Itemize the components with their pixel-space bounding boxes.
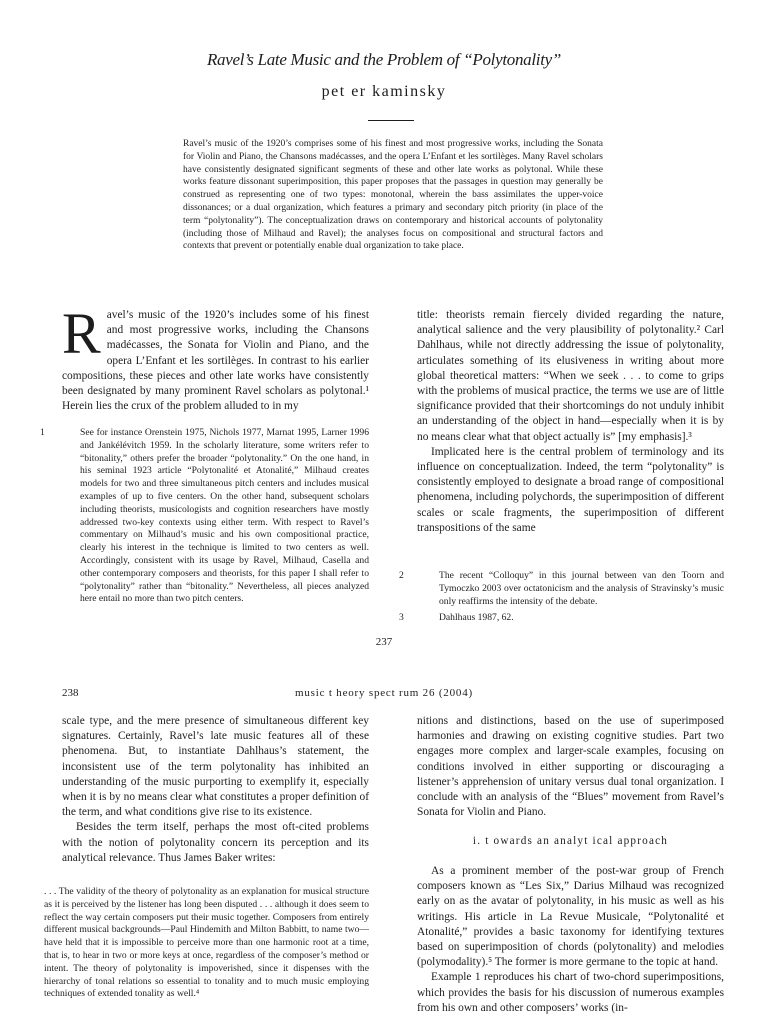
footnote-text: The recent “Colloquy” in this journal between van den Toorn and Tymoczko 2003 over octatonicism and the analysis of Stravinsky’s music only reaffirms the intensity of the debate.: [439, 570, 724, 607]
page-number: 237: [375, 636, 393, 648]
right-paragraph-1: nitions and distinctions, based on the use of superimposed harmonies and drawing on existing cognitive studies. Part two engages more complex and larger-scale examples, focusing on conditions involved in either supporting or discouraging a listener’s apprehension of unitary versus dual tonal organization. I conclude with an analysis of the “Blues” movement from Ravel’s Sonata for Violin and Piano.: [417, 715, 724, 819]
right-paragraph-2: Implicated here is the central problem of terminology and its influence on conceptualization. Indeed, the term “polytonality” is consistently employed to designate a broad range of compositional phenomena, including polychords, the superimposition of different scales or scale fragments, the superimposition of different transpositions of the same: [417, 445, 724, 534]
left-column-page2: [62, 714, 369, 866]
footnote-2: [399, 570, 724, 608]
footnote-text: See for instance Orenstein 1975, Nichols 1977, Marnat 1995, Larner 1996 and Jankélévitch 1959. In the scholarly literature, some writers refer to “bitonality,” others prefer the broader “polytonality.” On the one hand, in his seminal 1923 article “Polytonalité et Atonalité,” Milhaud creates models for two and three simultaneous pitch centers and includes musical examples of up to five centers. On the other hand, subsequent scholars including theorists, musicologists and cognition researchers have mostly addressed two-key contexts using either term. With respect to Ravel’s commentary on Milhaud’s music and his own compositional practice, clearly his interest in the technique is limited to two centers as well. Accordingly, consistent with its usage by Ravel, Milhaud, Casella and other contemporary composers and theorists, for this paper I shall refer to “polytonality” rather than “bitonality.” Nevertheless, all pieces analyzed here entail no more than two pitch centers.: [80, 427, 369, 605]
block-quote: . . . The validity of the theory of polytonality as an explanation for musical structure as it is perceived by the listener has long been disputed . . . although it does seem to reflect the way certain composers put their music together. Composers from entirely different musical backgrounds—Paul Hindemith and Milton Babbitt, to name two—have held that it is impossible to perceive more than one harmonic root at a time, that is, to hear in two or more keys at once, regardless of the composer’s method or intent. The theory of polytonality is impoverished, since it dispenses with the hierarchy of tonal relations so essential to tonality and to much music employing techniques of extended tonality as well.⁴: [44, 886, 369, 1000]
section-heading: i. t owards an analyt ical approach: [472, 835, 669, 847]
right-paragraph-3: Example 1 reproduces his chart of two-chord superimpositions, which provides the basis for his discussion of numerous examples from his own and other composers’ works (in-: [417, 971, 724, 1014]
right-paragraph-1: title: theorists remain fiercely divided regarding the nature, analytical salience and the very plausibility of polytonality.² Carl Dahlhaus, while not directly addressing the issue of polytonality, articulates something of its elusiveness in writing about more global theoretical matters: “When we seek . . . to come to grips with the problems of musical practice, the terms we use are of little significance provided that their shortcomings do not unduly inhibit an understanding of the object in hand—especially when it is by no means clear what that object actually is” [my emphasis].³: [417, 309, 724, 443]
author-name: pet er kaminsky: [321, 83, 447, 100]
right-column-page2-bottom: [417, 864, 724, 1016]
right-column-page2-top: [417, 714, 724, 820]
right-column-page1: [417, 308, 724, 536]
page-number: 238: [62, 687, 79, 699]
footnote-1: [40, 427, 369, 606]
footnote-text: Dahlhaus 1987, 62.: [439, 612, 514, 623]
left-paragraph-1: avel’s music of the 1920’s includes some of his finest and most progressive works, including the Chansons madécasses, the Sonata for Violin and Piano, and the opera L’Enfant et les sortilèges. In contrast to his earlier compositions, these pieces and other late works have consistently been designated by many prominent Ravel scholars as polytonal.¹ Herein lies the crux of the problem alluded to in my: [62, 309, 369, 413]
footnote-number: 1: [40, 427, 45, 438]
abstract: Ravel’s music of the 1920’s comprises some of his finest and most progressive works, including the Sonata for Violin and Piano, the Chansons madécasses, and the opera L’Enfant et les sortilèges. Many Ravel scholars have consistently designated significant segments of these and other late works as polytonal. While these works feature dissonant superimposition, this paper proposes that the passages in question may generally be construed as representing one of two types: monotonal, wherein the bass assimilates the upper-voice dissonances; or a dual organization, which features a primary and secondary pitch priority (in place of the term “polytonality”). The conceptualization draws on contemporary and historical accounts of polytonality (including those of Milhaud and Ravel); the analyses focus on compositional and structural factors and contexts that prevent or potentially enable dual organization to take place.: [183, 139, 603, 252]
left-paragraph-1: scale type, and the mere presence of simultaneous different key signatures. Certainly, Ravel’s late music features all of these phenomena. But, to instantiate Dahlhaus’s statement, the inconsistent use of the term polytonality has inhibited an understanding of the music purporting to exemplify it, especially when it is by no means clear what constitutes a proper definition of the term, and what conditions give rise to its existence.: [62, 715, 369, 819]
footnote-3: [399, 612, 724, 625]
dropcap: R: [62, 301, 101, 366]
left-column-page1: [62, 301, 369, 414]
left-paragraph-2: Besides the term itself, perhaps the most oft-cited problems with the notion of polytonality concern its perception and its analytical relevance. Thus James Baker writes:: [62, 821, 369, 864]
title-divider: [368, 120, 414, 121]
running-header: music t heory spect rum 26 (2004): [295, 687, 473, 699]
right-paragraph-2: As a prominent member of the post-war group of French composers known as “Les Six,” Darius Milhaud was recognized early on as the avatar of polytonality, in his music as well as his writings. His article in La Revue Musicale, “Polytonalité et Atonalité,” provides a basic taxonomy for identifying textures based on superimposition of chords (polytonality) and melodies (polymodality).⁵ The former is more germane to the topic at hand.: [417, 865, 724, 969]
footnote-number: 3: [399, 612, 404, 623]
article-title: Ravel’s Late Music and the Problem of “Polytonality”: [206, 50, 562, 69]
footnote-number: 2: [399, 570, 404, 581]
